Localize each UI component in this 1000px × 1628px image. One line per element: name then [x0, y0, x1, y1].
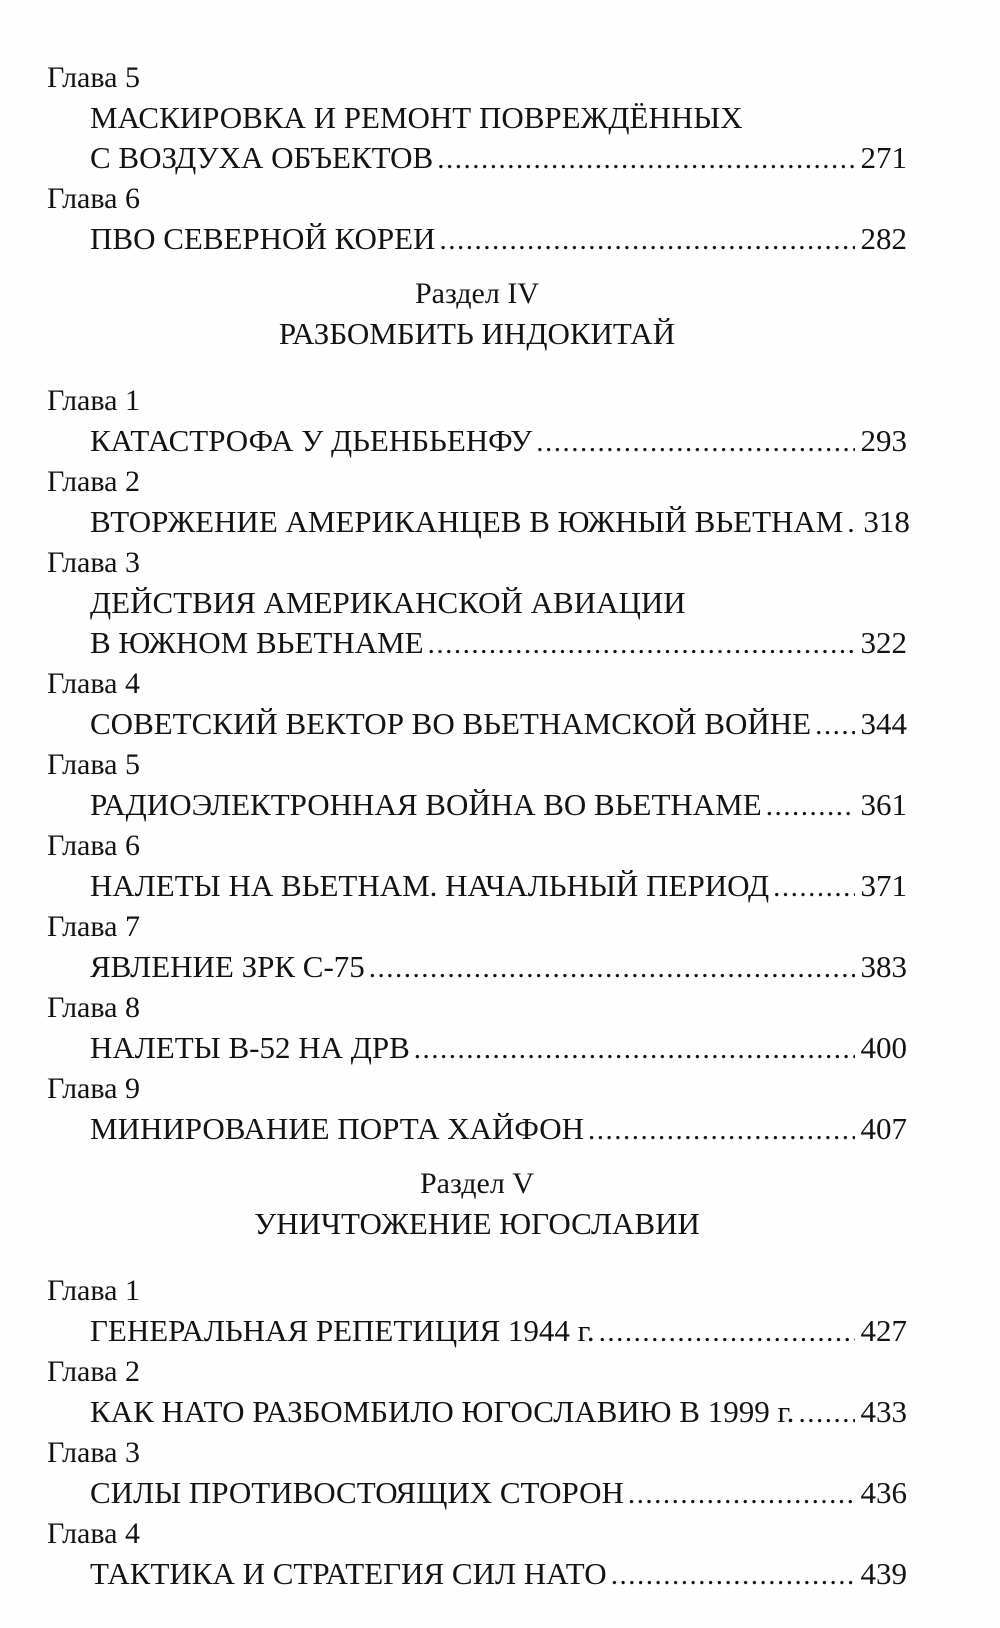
- toc-entry: [47, 1069, 907, 1150]
- section-title: РАЗБОМБИТЬ ИНДОКИТАЙ: [278, 316, 676, 351]
- dot-leader: [588, 1110, 854, 1150]
- toc-entry: [47, 543, 907, 664]
- dot-leader: [766, 786, 855, 826]
- chapter-title: ВТОРЖЕНИЕ АМЕРИКАНЦЕВ В ЮЖНЫЙ ВЬЕТНАМ: [90, 504, 844, 539]
- page-number: 371: [860, 868, 907, 903]
- chapter-title: ГЕНЕРАЛЬНАЯ РЕПЕТИЦИЯ 1944 г.: [90, 1313, 595, 1348]
- toc-entry: [47, 462, 910, 543]
- chapter-title: СИЛЫ ПРОТИВОСТОЯЩИХ СТОРОН: [90, 1475, 624, 1510]
- toc-entry: [47, 1514, 907, 1595]
- chapter-title-line-with-page: [47, 947, 907, 988]
- chapter-title-line-with-page: [47, 785, 907, 826]
- dot-leader: [536, 422, 854, 462]
- toc-entry: [47, 58, 907, 179]
- page-number: 282: [860, 221, 907, 256]
- dot-leader: [773, 867, 854, 907]
- dot-leader: [599, 1312, 855, 1352]
- chapter-title: МИНИРОВАНИЕ ПОРТА ХАЙФОН: [90, 1111, 585, 1146]
- toc-list: [47, 58, 910, 1595]
- chapter-label: Глава 8: [47, 991, 140, 1024]
- toc-entry: [47, 664, 907, 745]
- chapter-title: МАСКИРОВКА И РЕМОНТ ПОВРЕЖДЁННЫХ: [90, 100, 743, 135]
- chapter-title-line: [47, 98, 907, 138]
- chapter-label: Глава 9: [47, 1072, 140, 1105]
- chapter-label: Глава 4: [47, 1517, 140, 1550]
- chapter-title-line-with-page: [47, 1554, 907, 1595]
- chapter-title: В ЮЖНОМ ВЬЕТНАМЕ: [90, 625, 424, 660]
- page-number: 293: [860, 423, 907, 458]
- page-number: 271: [860, 140, 907, 175]
- dot-leader: [611, 1555, 855, 1595]
- dot-leader: [437, 139, 854, 179]
- page-number: 407: [860, 1111, 907, 1146]
- section-label: Раздел V: [419, 1167, 535, 1200]
- toc-entry: [47, 1433, 907, 1514]
- page-number: 383: [860, 949, 907, 984]
- chapter-title-line-with-page: [47, 704, 907, 745]
- toc-entry: [47, 988, 907, 1069]
- page-number: 318: [863, 504, 910, 539]
- chapter-label: Глава 6: [47, 182, 140, 215]
- section-title: УНИЧТОЖЕНИЕ ЮГОСЛАВИИ: [254, 1206, 700, 1241]
- toc-entry: [47, 381, 907, 462]
- section-heading: [47, 274, 907, 354]
- toc-entry: [47, 745, 907, 826]
- page-number: 427: [860, 1313, 907, 1348]
- chapter-label: Глава 3: [47, 546, 140, 579]
- page-number: 400: [860, 1030, 907, 1065]
- chapter-label: Глава 2: [47, 1355, 140, 1388]
- chapter-title: СОВЕТСКИЙ ВЕКТОР ВО ВЬЕТНАМСКОЙ ВОЙНЕ: [90, 706, 812, 741]
- chapter-title: ЯВЛЕНИЕ ЗРК С-75: [90, 949, 365, 984]
- chapter-label: Глава 3: [47, 1436, 140, 1469]
- chapter-title: КАТАСТРОФА У ДЬЕНБЬЕНФУ: [90, 423, 533, 458]
- toc-entry: [47, 179, 907, 260]
- chapter-title: НАЛЕТЫ НА ВЬЕТНАМ. НАЧАЛЬНЫЙ ПЕРИОД: [90, 868, 770, 903]
- page-number: 361: [860, 787, 907, 822]
- dot-leader: [798, 1393, 854, 1433]
- chapter-title-line-with-page: [47, 1028, 907, 1069]
- toc-entry: [47, 826, 907, 907]
- dot-leader: [439, 220, 854, 260]
- section-label: Раздел IV: [414, 277, 539, 310]
- page-number: 433: [860, 1394, 907, 1429]
- chapter-title-line-with-page: [47, 1392, 907, 1433]
- page-number: 439: [860, 1556, 907, 1591]
- chapter-title-line-with-page: [47, 866, 907, 907]
- dot-leader: [428, 624, 855, 664]
- chapter-title-line: [47, 583, 907, 623]
- chapter-title: РАДИОЭЛЕКТРОННАЯ ВОЙНА ВО ВЬЕТНАМЕ: [90, 787, 762, 822]
- chapter-title-line-with-page: [47, 1311, 907, 1352]
- chapter-title-line-with-page: [47, 421, 907, 462]
- chapter-label: Глава 6: [47, 829, 140, 862]
- toc-entry: [47, 907, 907, 988]
- chapter-label: Глава 5: [47, 61, 140, 94]
- chapter-title-line-with-page: [47, 138, 907, 179]
- chapter-title: ТАКТИКА И СТРАТЕГИЯ СИЛ НАТО: [90, 1556, 607, 1591]
- page-number: 344: [860, 706, 907, 741]
- dot-leader: [628, 1474, 855, 1514]
- chapter-label: Глава 7: [47, 910, 140, 943]
- chapter-label: Глава 1: [47, 384, 140, 417]
- toc-entry: [47, 1352, 907, 1433]
- dot-leader: [847, 503, 857, 543]
- toc-entry: [47, 1271, 907, 1352]
- chapter-title: С ВОЗДУХА ОБЪЕКТОВ: [90, 140, 434, 175]
- chapter-label: Глава 1: [47, 1274, 140, 1307]
- chapter-title: ПВО СЕВЕРНОЙ КОРЕИ: [90, 221, 436, 256]
- chapter-title-line-with-page: [47, 1473, 907, 1514]
- chapter-label: Глава 5: [47, 748, 140, 781]
- page-number: 436: [860, 1475, 907, 1510]
- chapter-title-line-with-page: [47, 502, 910, 543]
- dot-leader: [815, 705, 854, 745]
- chapter-title: КАК НАТО РАЗБОМБИЛО ЮГОСЛАВИЮ В 1999 г.: [90, 1394, 795, 1429]
- dot-leader: [369, 948, 855, 988]
- chapter-label: Глава 4: [47, 667, 140, 700]
- dot-leader: [414, 1029, 855, 1069]
- section-heading: [47, 1164, 907, 1244]
- chapter-title-line-with-page: [47, 1109, 907, 1150]
- chapter-title: ДЕЙСТВИЯ АМЕРИКАНСКОЙ АВИАЦИИ: [90, 585, 686, 620]
- chapter-title: НАЛЕТЫ В-52 НА ДРВ: [90, 1030, 410, 1065]
- chapter-title-line-with-page: [47, 219, 907, 260]
- chapter-label: Глава 2: [47, 465, 140, 498]
- chapter-title-line-with-page: [47, 623, 907, 664]
- page-number: 322: [860, 625, 907, 660]
